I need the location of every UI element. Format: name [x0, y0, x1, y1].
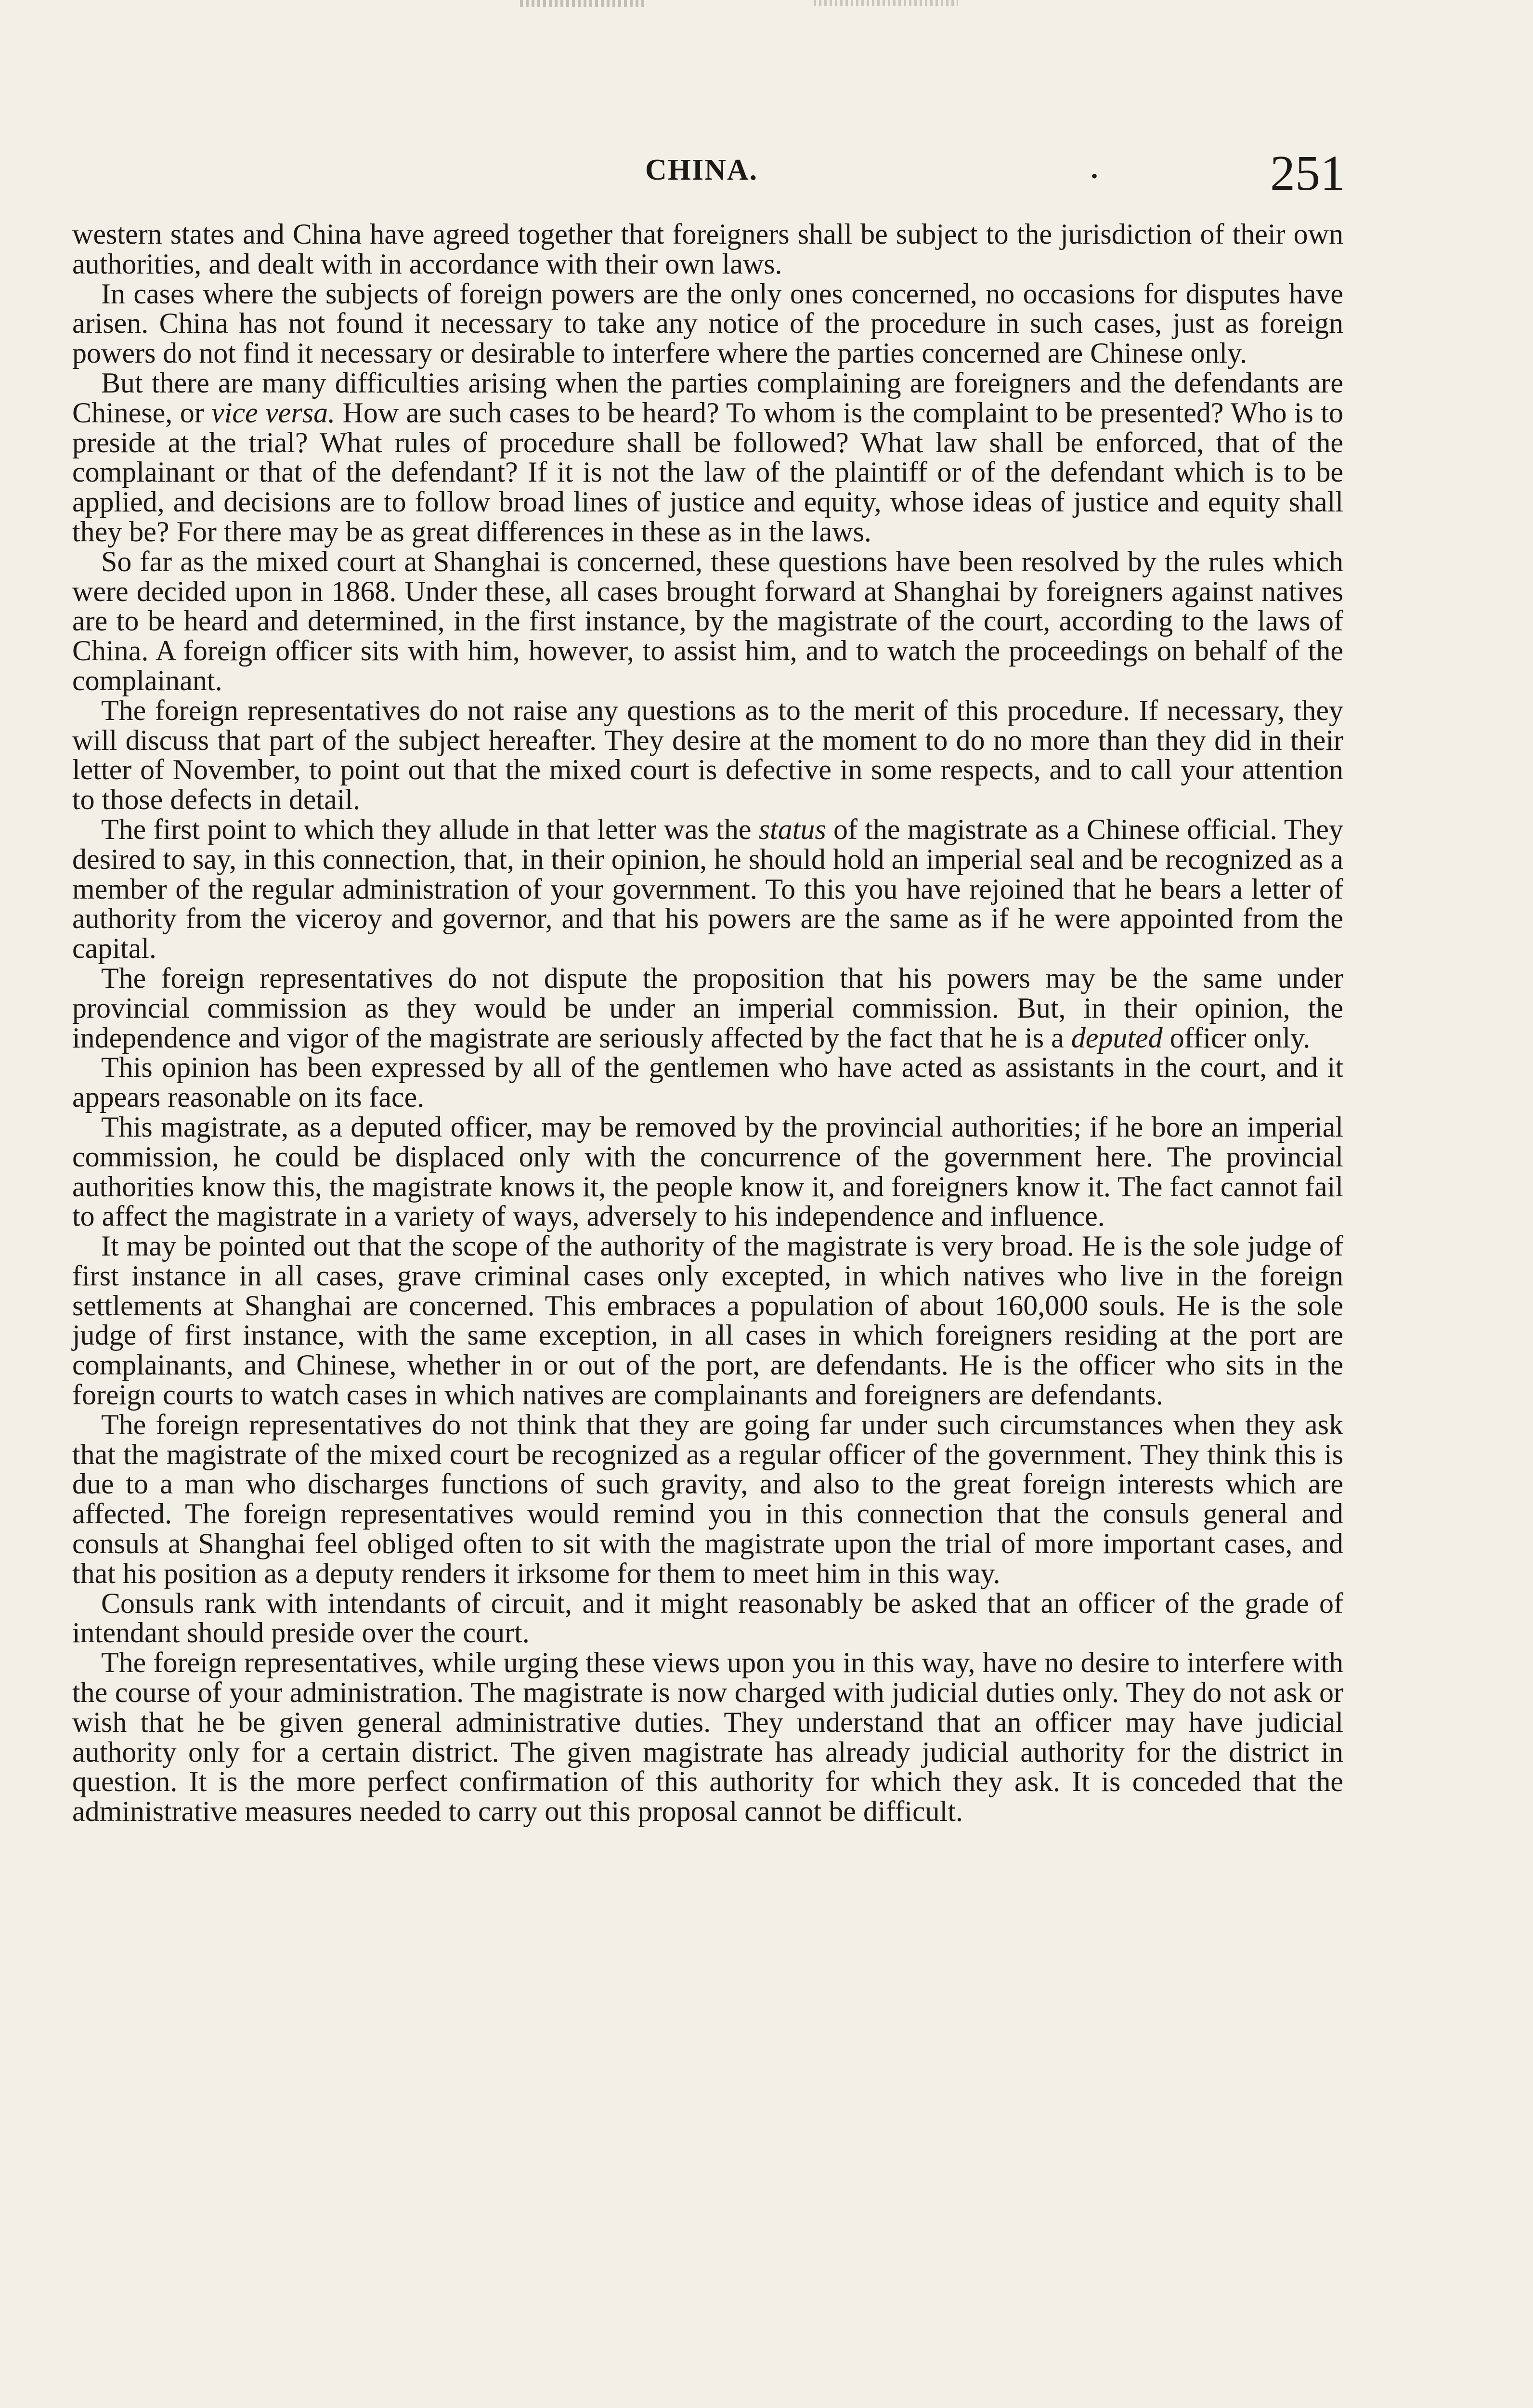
- paragraph: [72, 1648, 1343, 1827]
- paragraph-text: western states and China have agreed together that foreigners shall be subject to the jurisdiction of their own authorities, and dealt with in accordance with their own laws.: [72, 218, 1343, 280]
- running-title: CHINA.: [645, 154, 758, 186]
- paragraph-text: The foreign representatives do not dispute the proposition that his powers may be the same under provincial commission as they would be under an imperial commission. But, in their opinion, the independence and vigor of the magistrate are seriously affected by the fact that he is a: [72, 962, 1343, 1054]
- paragraph-text: It may be pointed out that the scope of the authority of the magistrate is very broad. He is the sole judge of first instance in all cases, grave criminal cases only excepted, in which natives who live in the foreign settlements at Shanghai are concerned. This embraces a population of about 160,000 souls. He is the sole judge of first instance, with the same exception, in all cases in which foreigners residing at the port are complainants, and Chinese, whether in or out of the port, are defendants. He is the officer who sits in the foreign courts to watch cases in which natives are complainants and foreigners are defendants.: [72, 1230, 1343, 1411]
- paragraph-text: But there are many difficulties arising when the parties complaining are foreigners and the defendants are Chinese, or: [72, 366, 1343, 429]
- paragraph-text: The foreign representatives do not raise any questions as to the merit of this procedure. If necessary, they will discuss that part of the subject hereafter. They desire at the moment to do no more than they did in their letter of November, to point out that the mixed court is defective in some respects, and to call your attention to those defects in detail.: [72, 694, 1343, 816]
- paragraph: [72, 547, 1343, 696]
- paragraph: [72, 964, 1343, 1053]
- paragraph: [72, 1589, 1343, 1649]
- paragraph-text: Consuls rank with intendants of circuit, and it might reasonably be asked that an officer of the grade of intendant should preside over the court.: [72, 1587, 1343, 1649]
- paragraph: [72, 1410, 1343, 1589]
- italic-phrase: vice versa.: [211, 396, 336, 429]
- paragraph-text: officer only.: [1162, 1021, 1311, 1054]
- italic-phrase: deputed: [1071, 1021, 1163, 1054]
- paragraph: [72, 696, 1343, 815]
- paragraph-text: of the magistrate as a Chinese official. They desired to say, in this connection, that, in their opinion, he should hold an imperial seal and be recognized as a member of the regular administration of your government. To this you have rejoined that he bears a letter of authority from the viceroy and governor, and that his powers are the same as if he were appointed from the capital.: [72, 813, 1343, 965]
- body-text: [72, 220, 1343, 1827]
- paragraph: [72, 1053, 1343, 1112]
- paragraph-text: This magistrate, as a deputed officer, may be removed by the provincial authorities; if he bore an imperial commission, he could be displaced only with the concurrence of the government here. The provincial authorities know this, the magistrate knows it, the people know it, and foreigners know it. The fact cannot fail to affect the magistrate in a variety of ways, adversely to his independence and influence.: [72, 1111, 1343, 1232]
- page-header: [0, 144, 1533, 207]
- paragraph-text: This opinion has been expressed by all of the gentlemen who have acted as assistants in the court, and it appears reasonable on its face.: [72, 1051, 1343, 1113]
- paragraph: [72, 815, 1343, 964]
- paragraph-text: The first point to which they allude in that letter was the: [101, 813, 759, 845]
- scan-top-marks: [0, 0, 1533, 19]
- paragraph: [72, 368, 1343, 547]
- paragraph-text: The foreign representatives, while urging these views upon you in this way, have no desire to interfere with the course of your administration. The magistrate is now charged with judicial duties only. They do not ask or wish that he be given general administrative duties. They understand that an officer may have judicial authority only for a certain district. The given magistrate has already judicial authority for the district in question. It is the more perfect confirmation of this authority for which they ask. It is conceded that the administrative measures needed to carry out this proposal cannot be difficult.: [72, 1647, 1343, 1828]
- paragraph: [72, 1231, 1343, 1410]
- paragraph-text: How are such cases to be heard? To whom is the complaint to be presented? Who is to preside at the trial? What rules of procedure shall be followed? What law shall be enforced, that of the complainant or that of the defendant? If it is not the law of the plaintiff or of the defendant which is to be applied, and decisions are to follow broad lines of justice and equity, whose ideas of justice and equity shall they be? For there may be as great differences in these as in the laws.: [72, 396, 1343, 548]
- paragraph: [72, 279, 1343, 368]
- paragraph-text: In cases where the subjects of foreign powers are the only ones concerned, no occasions for disputes have arisen. China has not found it necessary to take any notice of the procedure in such cases, just as foreign powers do not find it necessary or desirable to interfere where the parties concerned are Chinese only.: [72, 277, 1343, 369]
- paragraph: [72, 1112, 1343, 1231]
- paragraph: [72, 220, 1343, 279]
- scan-artifact: [520, 0, 645, 7]
- paragraph-text: So far as the mixed court at Shanghai is concerned, these questions have been resolved by the rules which were decided upon in 1868. Under these, all cases brought forward at Shanghai by foreigners against natives are to be heard and determined, in the first instance, by the magistrate of the court, according to the laws of China. A foreign officer sits with him, however, to assist him, and to watch the proceedings on behalf of the complainant.: [72, 545, 1343, 696]
- printer-mark: •: [1091, 165, 1098, 187]
- page-number: 251: [1270, 145, 1345, 201]
- scan-artifact: [814, 0, 958, 6]
- paragraph-text: The foreign representatives do not think that they are going far under such circumstances when they ask that the magistrate of the mixed court be recognized as a regular officer of the government. They think this is due to a man who discharges functions of such gravity, and also to the great foreign interests which are affected. The foreign representatives would remind you in this connection that the consuls general and consuls at Shanghai feel obliged often to sit with the magistrate upon the trial of more important cases, and that his position as a deputy renders it irksome for them to meet him in this way.: [72, 1408, 1343, 1589]
- italic-phrase: status: [758, 813, 826, 845]
